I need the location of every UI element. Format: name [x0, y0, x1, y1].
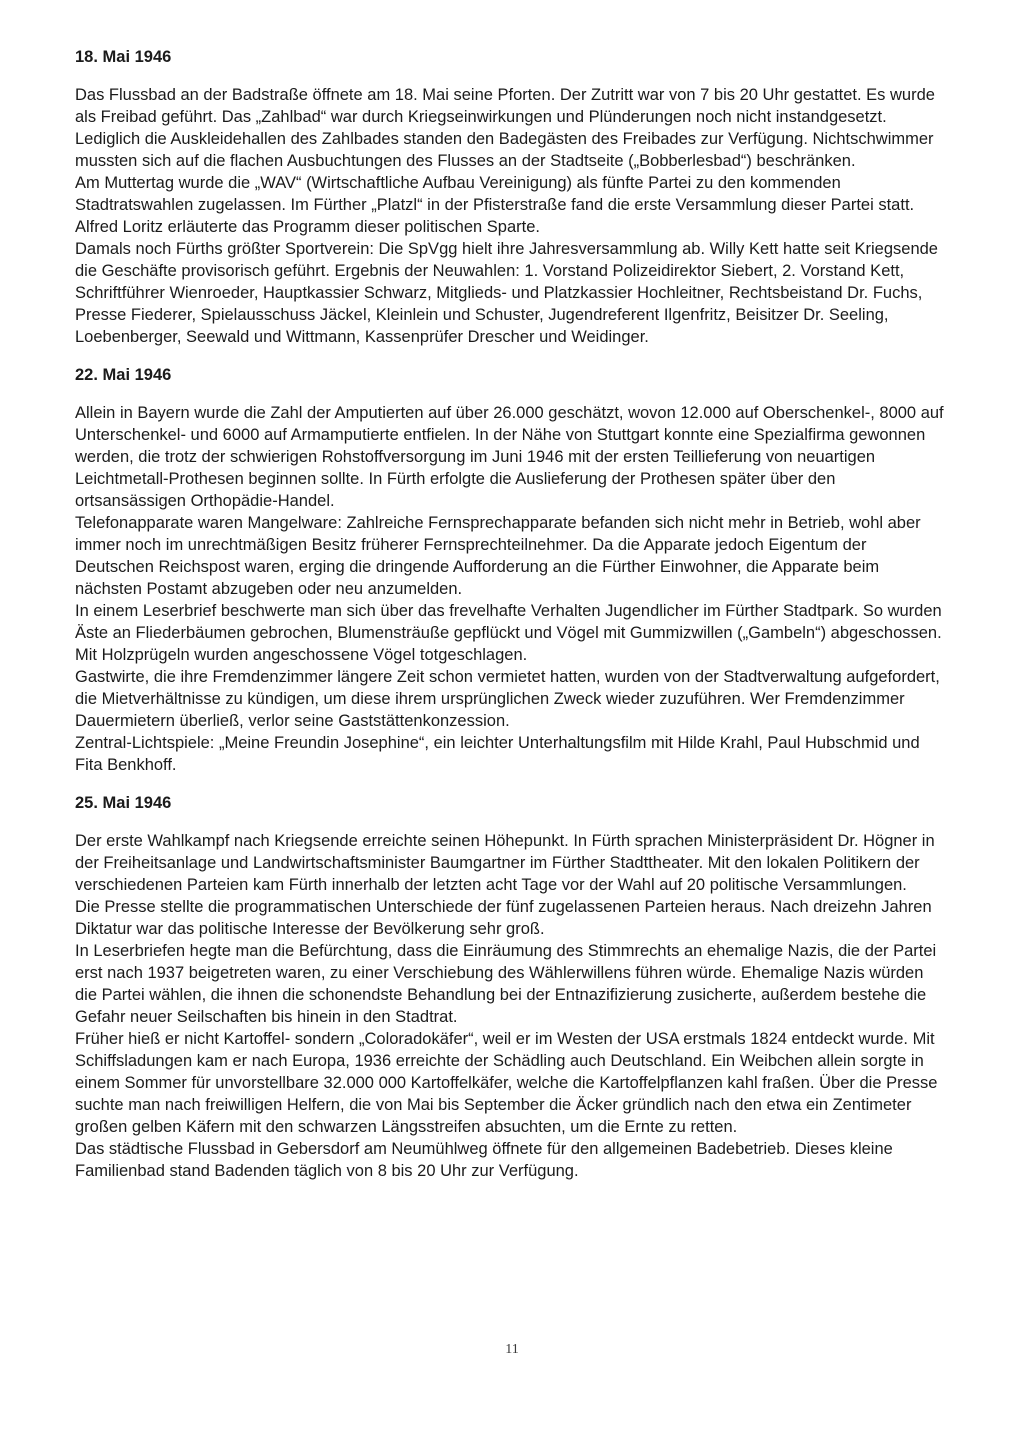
section-heading: 25. Mai 1946: [75, 794, 172, 812]
section-22-mai-1946: [75, 364, 949, 776]
paragraph: Allein in Bayern wurde die Zahl der Amputierten auf über 26.000 geschätzt, wovon 12.000 auf Oberschenkel-, 8000 auf Unterschenkel- und 6000 auf Armamputierte entfielen. In der Nähe von Stuttgart konnte eine Spezialfirma gewonnen werden, die trotz der schwierigen Rohstoffversorgung im Juni 1946 mit der ersten Teillieferung von neuartigen Leichtmetall-Prothesen beginnen sollte. In Fürth erfolgte die Auslieferung der Prothesen später über den ortsansässigen Orthopädie-Handel.: [75, 404, 944, 510]
section-heading: 18. Mai 1946: [75, 48, 172, 66]
paragraph: Der erste Wahlkampf nach Kriegsende erreichte seinen Höhepunkt. In Fürth sprachen Ministerpräsident Dr. Högner in der Freiheitsanlage und Landwirtschaftsminister Baumgartner im Fürther Stadttheater. Mit den lokalen Politikern der verschiedenen Parteien kam Fürth innerhalb der letzten acht Tage vor der Wahl auf 20 politische Versammlungen.: [75, 832, 935, 894]
paragraph: Gastwirte, die ihre Fremdenzimmer längere Zeit schon vermietet hatten, wurden von der Stadtverwaltung aufgefordert, die Mietverhältnisse zu kündigen, um diese ihrem ursprünglichen Zweck wieder zuzuführen. Wer Fremdenzimmer Dauermietern überließ, verlor seine Gaststättenkonzession.: [75, 668, 940, 730]
paragraph: Früher hieß er nicht Kartoffel- sondern „Coloradokäfer“, weil er im Westen der USA erstmals 1824 entdeckt wurde. Mit Schiffsladungen kam er nach Europa, 1936 erreichte der Schädling auch Deutschland. Ein Weibchen allein sorgte in einem Sommer für unvorstellbare 32.000 000 Kartoffelkäfer, welche die Kartoffelpflanzen kahl fraßen. Über die Presse suchte man nach freiwilligen Helfern, die von Mai bis September die Äcker gründlich nach den etwa ein Zentimeter großen gelben Käfern mit den schwarzen Längsstreifen absuchten, um die Ernte zu retten.: [75, 1030, 938, 1136]
paragraph: Damals noch Fürths größter Sportverein: Die SpVgg hielt ihre Jahresversammlung ab. Willy Kett hatte seit Kriegsende die Geschäfte provisorisch geführt. Ergebnis der Neuwahlen: 1. Vorstand Polizeidirektor Siebert, 2. Vorstand Kett, Schriftführer Wienroeder, Hauptkassier Schwarz, Mitglieds- und Platzkassier Hochleitner, Rechtsbeistand Dr. Fuchs, Presse Fiederer, Spielausschuss Jäckel, Kleinlein und Schuster, Jugendreferent Ilgenfritz, Beisitzer Dr. Seeling, Loebenberger, Seewald und Wittmann, Kassenprüfer Drescher und Weidinger.: [75, 240, 938, 346]
paragraph: Das städtische Flussbad in Gebersdorf am Neumühlweg öffnete für den allgemeinen Badebetrieb. Dieses kleine Familienbad stand Badenden täglich von 8 bis 20 Uhr zur Verfügung.: [75, 1140, 893, 1180]
paragraph: Zentral-Lichtspiele: „Meine Freundin Josephine“, ein leichter Unterhaltungsfilm mit Hilde Krahl, Paul Hubschmid und Fita Benkhoff.: [75, 734, 920, 774]
section-18-mai-1946: [75, 46, 949, 348]
paragraph: Das Flussbad an der Badstraße öffnete am 18. Mai seine Pforten. Der Zutritt war von 7 bis 20 Uhr gestattet. Es wurde als Freibad geführt. Das „Zahlbad“ war durch Kriegseinwirkungen und Plünderungen noch nicht instandgesetzt. Lediglich die Auskleidehallen des Zahlbades standen den Badegästen des Freibades zur Verfügung. Nichtschwimmer mussten sich auf die flachen Ausbuchtungen des Flusses an der Stadtseite („Bobberlesbad“) beschränken.: [75, 86, 935, 170]
paragraph: Die Presse stellte die programmatischen Unterschiede der fünf zugelassenen Parteien heraus. Nach dreizehn Jahren Diktatur war das politische Interesse der Bevölkerung sehr groß.: [75, 898, 932, 938]
page-number: 11: [505, 1342, 519, 1357]
document-content: [75, 46, 949, 1182]
paragraph: Am Muttertag wurde die „WAV“ (Wirtschaftliche Aufbau Vereinigung) als fünfte Partei zu den kommenden Stadtratswahlen zugelassen. Im Fürther „Platzl“ in der Pfisterstraße fand die erste Versammlung dieser Partei statt. Alfred Loritz erläuterte das Programm dieser politischen Sparte.: [75, 174, 915, 236]
section-25-mai-1946: [75, 792, 949, 1182]
page-footer: [0, 1340, 1024, 1358]
section-heading: 22. Mai 1946: [75, 366, 172, 384]
paragraph: In einem Leserbrief beschwerte man sich über das frevelhafte Verhalten Jugendlicher im Fürther Stadtpark. So wurden Äste an Fliederbäumen gebrochen, Blumensträuße gepflückt und Vögel mit Gummizwillen („Gambeln“) abgeschossen. Mit Holzprügeln wurden angeschossene Vögel totgeschlagen.: [75, 602, 942, 664]
paragraph: Telefonapparate waren Mangelware: Zahlreiche Fernsprechapparate befanden sich nicht mehr in Betrieb, wohl aber immer noch im unrechtmäßigen Besitz früherer Fernsprechteilnehmer. Da die Apparate jedoch Eigentum der Deutschen Reichspost waren, erging die dringende Aufforderung an die Fürther Einwohner, die Apparate beim nächsten Postamt abzugeben oder neu anzumelden.: [75, 514, 921, 598]
paragraph: In Leserbriefen hegte man die Befürchtung, dass die Einräumung des Stimmrechts an ehemalige Nazis, die der Partei erst nach 1937 beigetreten waren, zu einer Verschiebung des Wählerwillens führen würde. Ehemalige Nazis würden die Partei wählen, die ihnen die schonendste Behandlung bei der Entnazifizierung zusicherte, außerdem bestehe die Gefahr neuer Seilschaften bis hinein in den Stadtrat.: [75, 942, 937, 1026]
